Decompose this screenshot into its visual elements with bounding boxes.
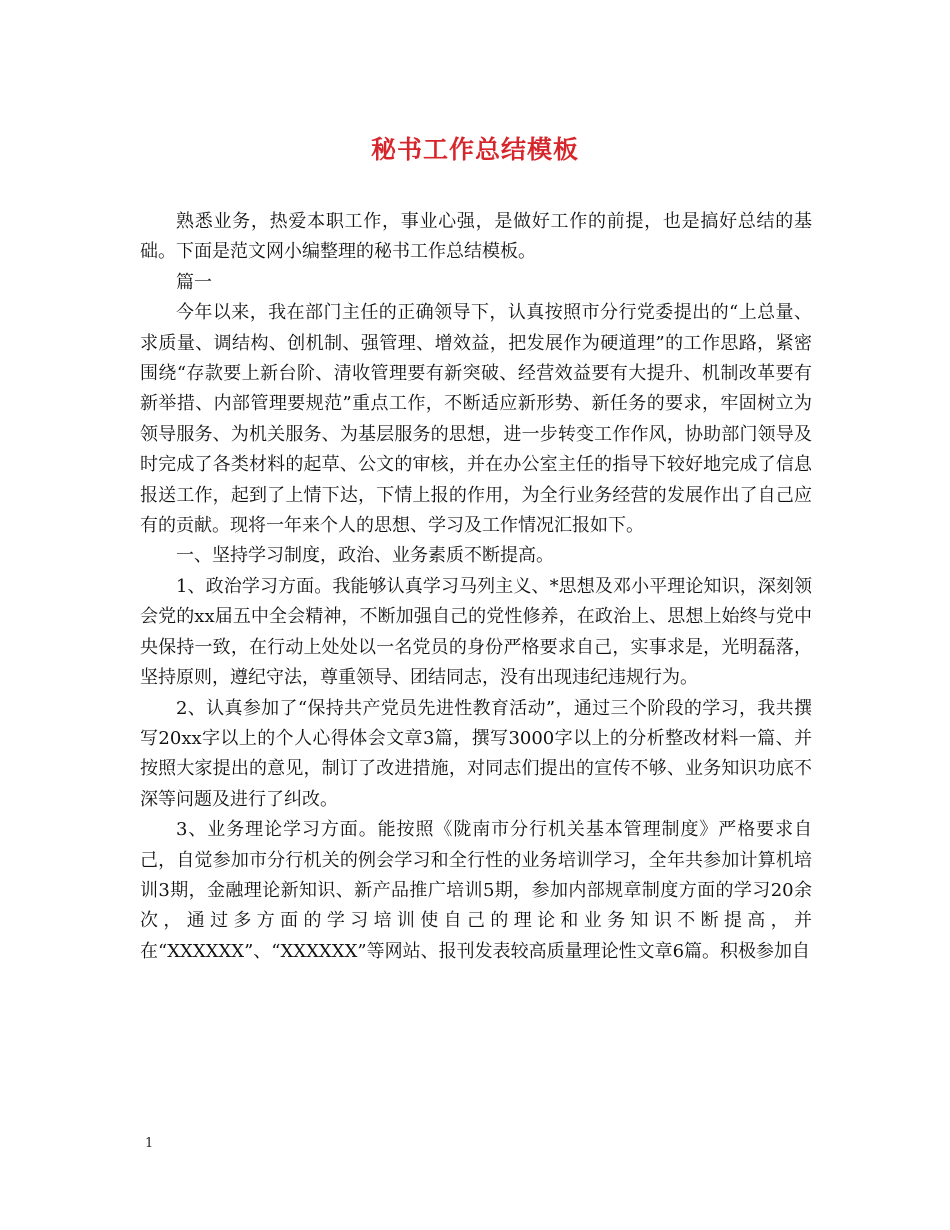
paragraph-education-activity: 2、认真参加了“保持共产党员先进性教育活动”，通过三个阶段的学习，我共撰写20xx字以上的个人心得体会文章3篇，撰写3000字以上的分析整改材料一篇、并按照大家提出的意见，制订了改进措施，对同志们提出的宣传不够、业务知识功底不深等问题及进行了纠改。 [140, 697, 812, 810]
paragraph-political-study: 1、政治学习方面。我能够认真学习马列主义、*思想及邓小平理论知识，深刻领会党的xx届五中全会精神，不断加强自己的党性修养，在政治上、思想上始终与党中央保持一致，在行动上处处以一名党员的身份严格要求自己，实事求是，光明磊落，坚持原则，遵纪守法，尊重领导、团结同志，没有出现违纪违规行为。 [140, 575, 812, 689]
paragraph-intro: 熟悉业务，热爱本职工作，事业心强，是做好工作的前提，也是搞好总结的基础。下面是范文网小编整理的秘书工作总结模板。 [140, 211, 812, 263]
page-number: 1 [145, 1136, 154, 1151]
document-body [140, 207, 812, 967]
paragraph-overview: 今年以来，我在部门主任的正确领导下，认真按照市分行党委提出的“上总量、求质量、调结构、创机制、强管理、增效益，把发展作为硬道理”的工作思路，紧密围绕“存款要上新台阶、清收管理要有新突破、经营效益要有大提升、机制改革要有新举措、内部管理要规范”重点工作，不断适应新形势、新任务的要求，牢固树立为领导服务、为机关服务、为基层服务的思想，进一步转变工作作风，协助部门领导及时完成了各类材料的起草、公文的审核，并在办公室主任的指导下较好地完成了信息报送工作，起到了上情下达，下情上报的作用，为全行业务经营的发展作出了自己应有的贡献。现将一年来个人的思想、学习及工作情况汇报如下。 [140, 302, 812, 537]
paragraph-business-study: 3、业务理论学习方面。能按照《陇南市分行机关基本管理制度》严格要求自己，自觉参加市分行机关的例会学习和全行性的业务培训学习，全年共参加计算机培训3期，金融理论新知识、新产品推广培训5期，参加内部规章制度方面的学习20余次，通过多方面的学习培训使自己的理论和业务知识不断提高，并在“XXXXXX”、“XXXXXX”等网站、报刊发表较高质量理论性文章6篇。积极参加自 [140, 819, 812, 962]
paragraph-heading-1: 一、坚持学习制度，政治、业务素质不断提高。 [176, 545, 554, 567]
document-title: 秘书工作总结模板 [370, 135, 579, 164]
paragraph-section-label: 篇一 [176, 271, 212, 293]
